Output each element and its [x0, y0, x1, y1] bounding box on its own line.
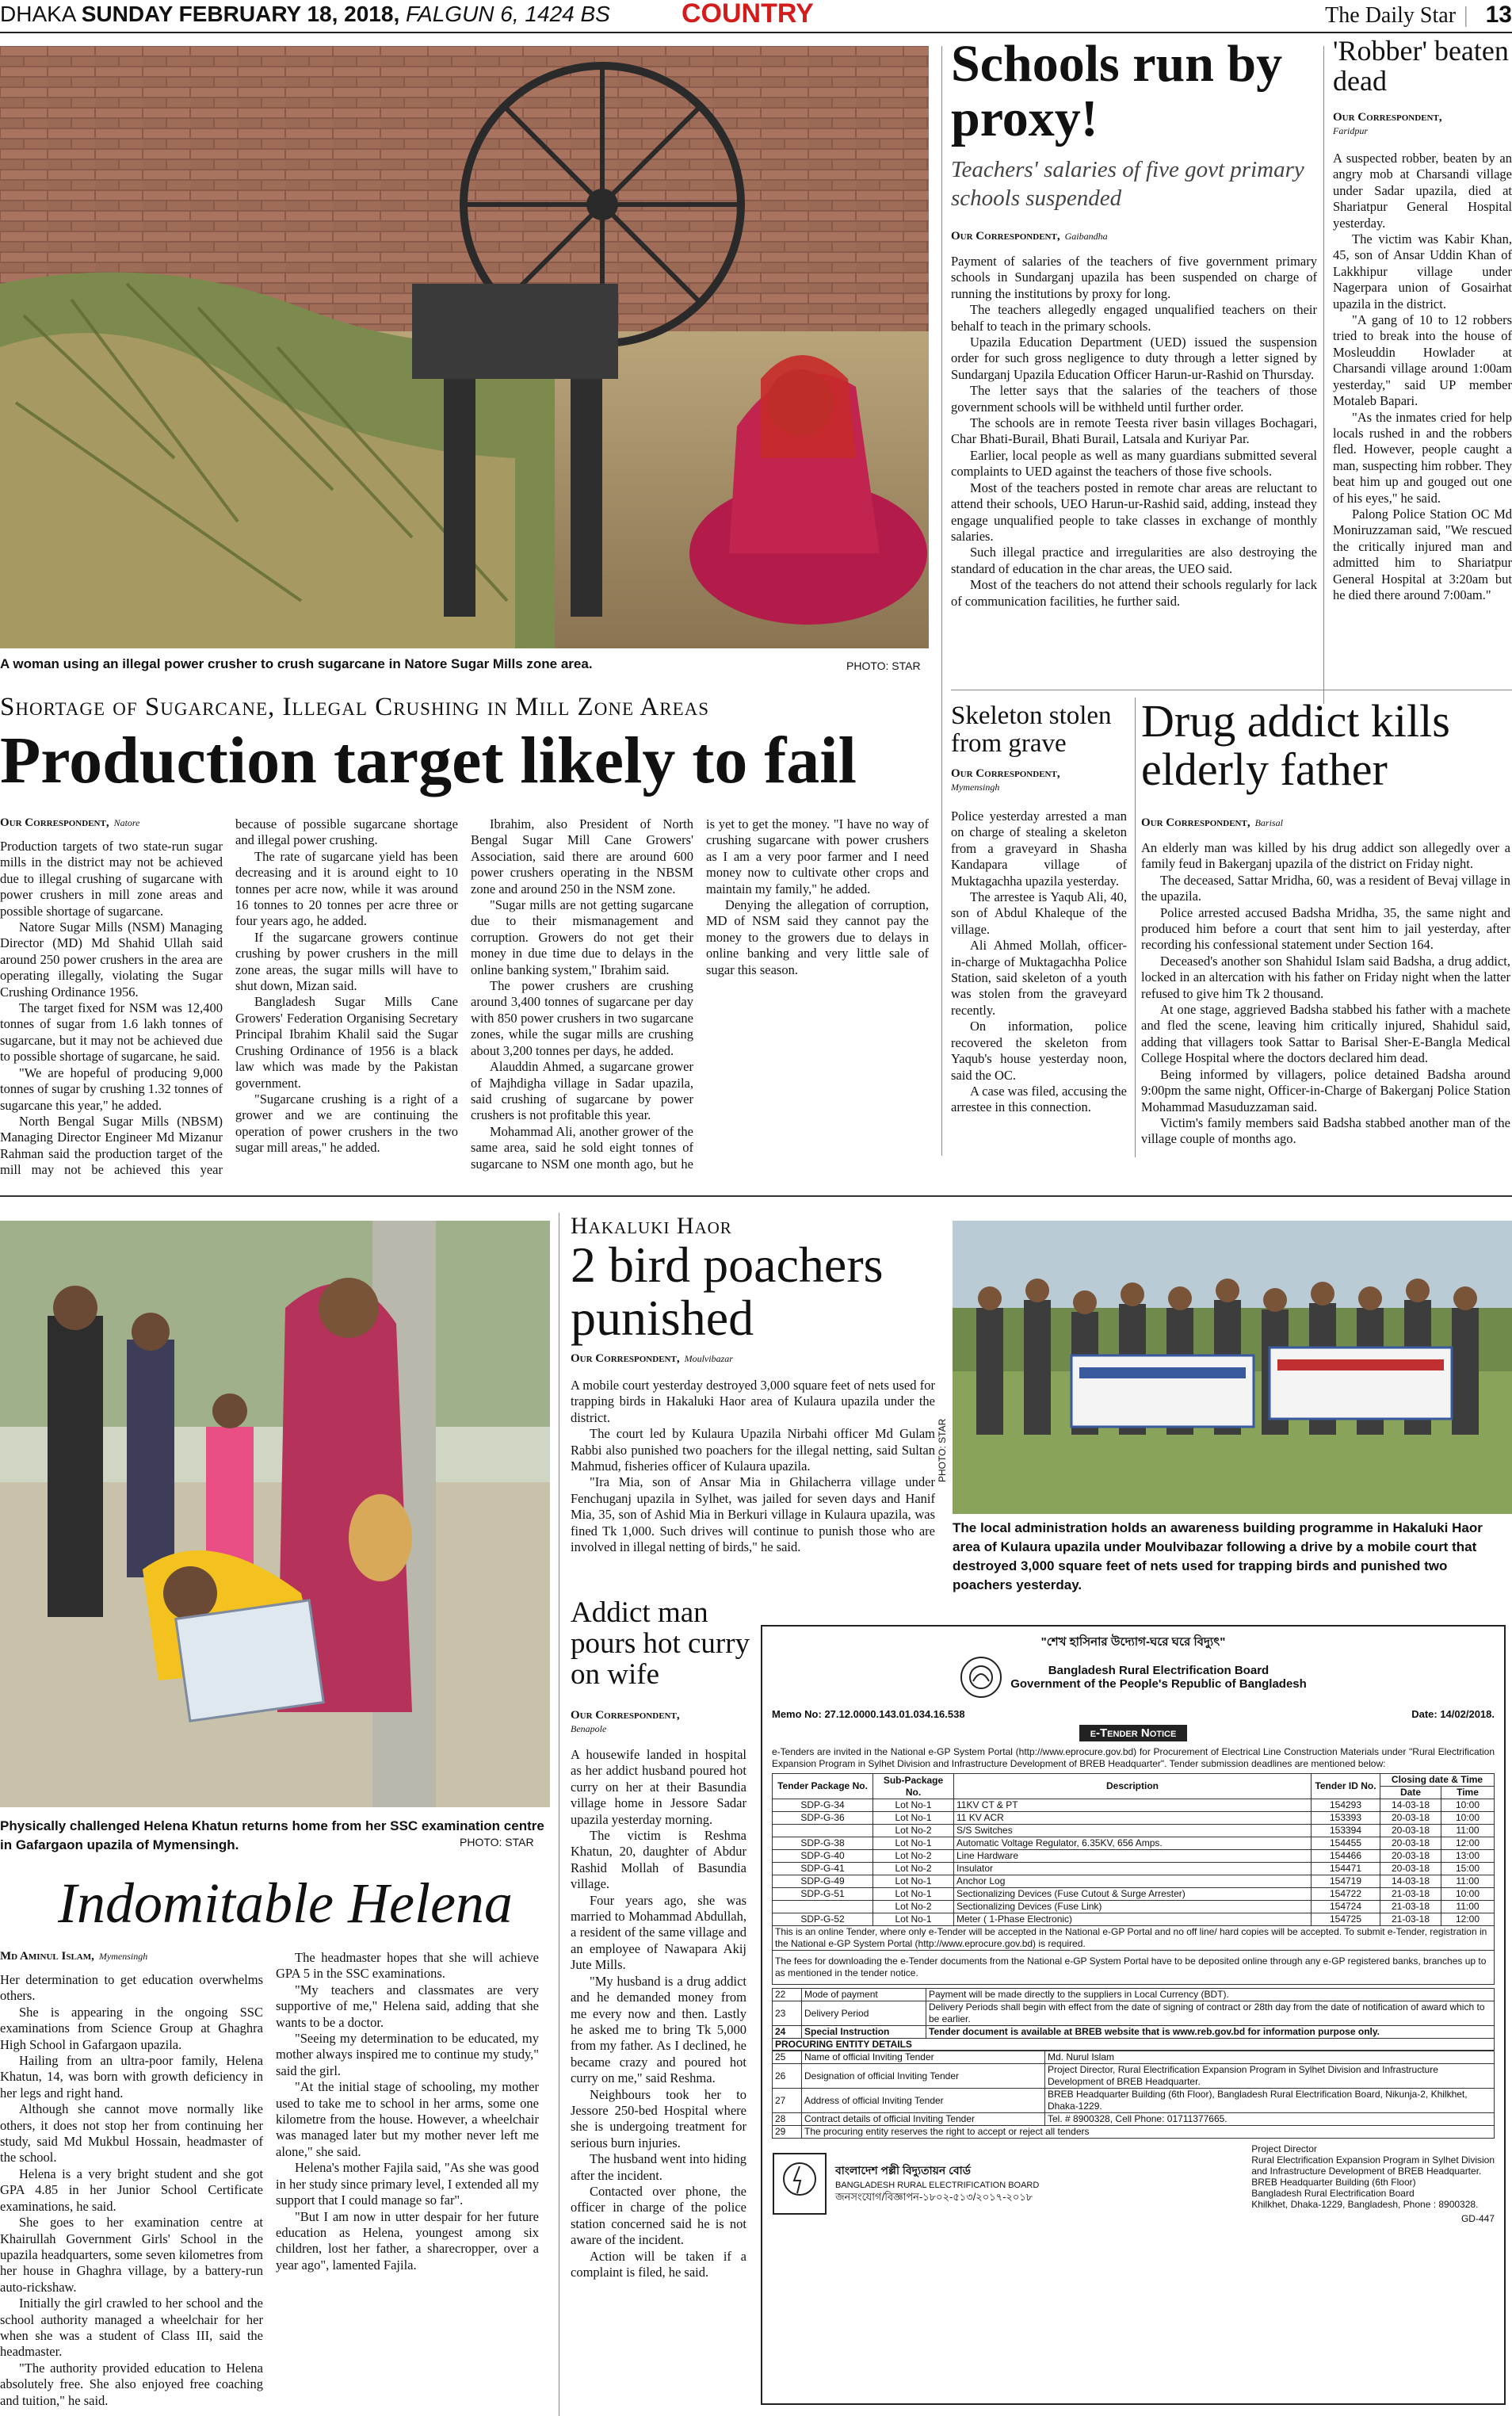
dateline: DHAKA SUNDAY FEBRUARY 18, 2018, FALGUN 6, 1424 BS	[0, 2, 610, 26]
helena-body: Her determination to get education overwhelms others. She is appearing in the ongoing SSC examinations from Science Group at Ghaghra High School in Gafargaon upazila. Hailing from an ultra-poor family, Helena Khatun, 14, was born with growth deficiency in her legs and right hand. Although she cannot move normally like others, it does not stop her from continuing her study, said Md Mukbul Hossain, headmaster of the school. Helena is a very bright student and she got GPA 4.85 in her Junior School Certificate examinations, he said. She goes to her examination centre at Khairullah Government Girls' School in the upazila headquarters, some seven kilometres from her house in Ghaghra village, by a battery-run auto-rickshaw. Initially the girl crawled to her school and the school authority managed a wheelchair for her when she was a student of Class III, said the headmaster. "The authority provided education to Helena absolutely free. She also enjoyed free coaching and tuition," he said. The headmaster hopes that she will achieve GPA 5 in the SSC examinations. "My teachers and classmates are very supportive of me," Helena said, adding that she wants to be a doctor. "Seeing my determination to be educated, my mother always inspired me to continue my study," said the girl. "At the initial stage of schooling, my mother used to take me to school in her arms, some one kilometre from the house. However, a wheelchair was managed later but my mother never left me alone," she said. Helena's mother Fajila said, "As she was good in her study since primary level, I extended all my support that I could manage so far". "But I am now in utter despair for her future education as Helena, youngest among six children, lost her father, a sharecropper, over a year ago", lamented Fajila.	[0, 1950, 539, 2408]
helena-headline: Indomitable Helena	[58, 1871, 513, 1935]
sugar-body: Production targets of two state-run sugar mills in the district may not be achieved due to illegal crushing of sugarcane with power crushers in mill zone areas and possible shortage of sugarcane. Natore Sugar Mills (NSM) Managing Director (MD) Md Shahid Ullah said around 250 power crushers in the area are operating illegally, violating the Sugar Crushing Ordinance 1956. The target fixed for NSM was 12,400 tonnes of sugar from 1.6 lakh tonnes of sugarcane, but it may not be achieved due to possible shortage of sugarcane, he said. "We are hopeful of producing 9,000 tonnes of sugar by crushing 1.32 tonnes of sugarcane this year," he added. North Bengal Sugar Mills (NBSM) Managing Director Engineer Md Mizanur Rahman said the production target of the mill may not be achieved this year because of possible sugarcane shortage and illegal power crushing. The rate of sugarcane yield has been decreasing and it is around eight to 10 tonnes per acre now, while it was around 16 tonnes to 20 tonnes per acre three or four years ago, he added. If the sugarcane growers continue crushing by power crushers in the mill zone areas, the sugar mills will have to shut down, Mizan said. Bangladesh Sugar Mills Cane Growers' Federation Organising Secretary Principal Ibrahim Khalil said the Sugar Crushing Ordinance of 1956 is a black law which was made by the Pakistan government. "Sugarcane crushing is a right of a grower and we are continuing the operation of power crushers in the two sugar mill areas," he added. Ibrahim, also President of North Bengal Sugar Mill Cane Growers' Association, said there are around 600 power crushers operating in the NBSM zone and around 250 in the NSM zone. "Sugar mills are not getting sugarcane due to their mismanagement and corruption. Growers do not get their money in due time due to delays in the online banking system," Ibrahim said. The power crushers are crushing around 3,400 tonnes of sugarcane per day with 850 power crushers in two sugarcane zones, while the sugar mills are crushing about 3,200 tonnes per days, he added. Alauddin Ahmed, a sugarcane grower of Majhdigha village in Sadar upazila, said crushing of sugarcane by power crushers is not profitable this year. Mohammad Ali, another grower of the same area, said he sold eight tonnes of sugarcane to NSM one month ago, but he is yet to get the money. "I have no way of crushing sugarcane with power crushers as I am a very poor farmer and I need money now to cultivate other crops and maintain my family," he added. Denying the allegation of corruption, MD of NSM said they cannot pay the money to the growers due to delays in online banking and very little sale of sugar this season.	[0, 816, 929, 1178]
table-cell: Delivery Periods shall begin with effect from the date of signing of contract or 28th day from the date of notification of award which to be earlier.	[926, 2001, 1495, 2026]
tender-memo-row	[772, 1708, 1495, 1720]
column-header: Sub-Package No.	[873, 1774, 954, 1799]
column-header: Closing date & Time	[1380, 1774, 1495, 1787]
birds-headline: 2 bird poachers punished	[571, 1237, 884, 1347]
section-title: COUNTRY	[682, 0, 814, 29]
table-row	[773, 1825, 1495, 1837]
sugarcane-photo-credit: PHOTO: STAR	[846, 659, 921, 672]
table-row	[773, 1837, 1495, 1850]
table-cell: 11 KV ACR	[954, 1812, 1312, 1825]
tender-table	[772, 1773, 1495, 1926]
table-cell	[773, 1825, 873, 1837]
sugar-kicker: Shortage of Sugarcane, Illegal Crushing in Mill Zone Areas	[0, 693, 710, 721]
table-cell: 154455	[1312, 1837, 1380, 1850]
sugarcane-photo	[0, 46, 929, 648]
table-cell: 12:00	[1441, 1913, 1495, 1926]
table-cell: 153393	[1312, 1812, 1380, 1825]
table-cell: 25	[773, 2051, 802, 2064]
page-number: 13	[1485, 2, 1512, 28]
tender-footer	[772, 2143, 1495, 2224]
tender-intro: e-Tenders are invited in the National e-GP System Portal (http://www.eprocure.gov.bd) for Procurement of Electrical Line Construction Materials under "Rural Electrification Expansion Program in Sylhet Division and Infrastructure Development of BREB Headquarter". Tender submission deadlines are mentioned below:	[772, 1746, 1495, 1769]
addict-byline: Our Correspondent, Benapole	[571, 1709, 680, 1734]
robber-byline: Our Correspondent, Faridpur	[1333, 111, 1442, 136]
tender-note1: This is an online Tender, where only e-Tender will be accepted in the National e-GP Portal and no off line/ hard copies will be accepted. To submit e-Tender, registration in the National e-GP System Portal (http://www.eprocure.gov.bd) is required.	[772, 1926, 1495, 1951]
tender-govt: Government of the People's Republic of Bangladesh	[1010, 1677, 1307, 1691]
byline-spacer	[0, 1950, 263, 1972]
tender-date: Date: 14/02/2018.	[1411, 1708, 1495, 1720]
table-cell: SDP-G-52	[773, 1913, 873, 1926]
tender-gd-code: GD-447	[1460, 2213, 1495, 2224]
table-row	[773, 2126, 1495, 2139]
sugarcane-photo-image	[0, 46, 929, 648]
addict-body: A housewife landed in hospital as her addict husband poured hot curry on her at their Basundia village home in Jessore Sadar upazila yesterday morning. The victim is Reshma Khatun, 20, daughter of Abdur Rashid Mollah of Basundia village. Four years ago, she was married to Mohammad Abdullah, a resident of the same village and an employee of Nawapara Akij Jute Mills. "My husband is a drug addict and he demanded money from me every now and then. Lastly he asked me to bring Tk 5,000 from my father. As I declined, he became crazy and poured hot curry on me," said Reshma. Neighbours took her to Jessore 250-bed Hospital where she is undergoing treatment for serious burn injuries. The husband went into hiding after the incident. Contacted over phone, the officer in charge of the police station concerned said he is not aware of the incident. Action will be taken if a complaint is filed, he said.	[571, 1747, 746, 2280]
birds-photo-image	[953, 1221, 1512, 1514]
schools-body: Payment of salaries of the teachers of five government primary schools in Sundarganj upazila has been suspended on charge of running the institutions by proxy for long. The teachers allegedly engaged unqualified teachers on their behalf to teach in the primary schools. Upazila Education Department (UED) issued the suspension order for such gross negligence to duty through a letter signed by Sundarganj Upazila Education Officer Harun-ur-Rashid on Thursday. The letter says that the salaries of the teachers of those government schools will be withheld until further order. The schools are in remote Teesta river basin villages Bochagari, Char Bhati-Burail, Bhati Burail, Latsala and Kuriyar Par. Earlier, local people as well as many guardians submitted several complaints to UED against the teachers of those five schools. Most of the teachers posted in remote char areas are reluctant to attend their schools, UEO Harun-ur-Rashid said, adding, instead they engage unqualified people to take classes in exchange of monthly salaries. Such illegal practice and irregularities are also destroying the standard of education in the char areas, the UEO said. Most of the teachers do not attend their schools regularly for lack of communication facilities, he further said.	[951, 254, 1317, 609]
table-cell: Mode of payment	[802, 1989, 926, 2001]
government-seal-icon	[960, 1656, 1002, 1699]
tender-header	[772, 1656, 1495, 1699]
table-row	[773, 1850, 1495, 1863]
table-cell: 153394	[1312, 1825, 1380, 1837]
table-cell: 11:00	[1441, 1901, 1495, 1913]
tender-title-wrap	[772, 1726, 1495, 1740]
table-cell: Md. Nurul Islam	[1045, 2051, 1495, 2064]
table-cell: 14-03-18	[1380, 1799, 1441, 1812]
table-cell: Insulator	[954, 1863, 1312, 1875]
tender-footer-left	[772, 2143, 1039, 2224]
tender-items-table	[772, 1988, 1495, 2039]
table-cell: 154724	[1312, 1901, 1380, 1913]
table-row	[773, 1888, 1495, 1901]
tender-note2: The fees for downloading the e-Tender documents from the National e-GP System Portal have to be deposited online through any e-GP registered banks, branches up to as mentioned in the tender notice.	[772, 1951, 1495, 1985]
tender-memo: Memo No: 27.12.0000.143.01.034.16.538	[772, 1708, 965, 1720]
table-cell: 154471	[1312, 1863, 1380, 1875]
schools-headline: Schools run by proxy!	[951, 35, 1283, 148]
table-cell: SDP-G-34	[773, 1799, 873, 1812]
byline-spacer	[0, 816, 223, 839]
table-row	[773, 2113, 1495, 2126]
birds-photo	[953, 1221, 1512, 1514]
table-row	[773, 1863, 1495, 1875]
table-cell: Lot No-2	[873, 1825, 954, 1837]
table-cell: S/S Switches	[954, 1825, 1312, 1837]
table-row	[773, 2051, 1495, 2064]
table-row	[773, 1901, 1495, 1913]
skeleton-headline: Skeleton stolen from grave	[951, 701, 1112, 758]
table-cell: 11:00	[1441, 1875, 1495, 1888]
table-row	[773, 1913, 1495, 1926]
table-cell: SDP-G-49	[773, 1875, 873, 1888]
table-cell	[773, 1901, 873, 1913]
birds-kicker: Hakaluki Haor	[571, 1213, 732, 1239]
paper-name: The Daily Star | 13	[1325, 2, 1512, 28]
table-cell: Lot No-2	[873, 1863, 954, 1875]
sugar-byline: Our Correspondent, Natore	[0, 816, 140, 829]
table-cell: 22	[773, 1989, 802, 2001]
table-cell: 28	[773, 2113, 802, 2126]
table-cell: Automatic Voltage Regulator, 6.35KV, 656 Amps.	[954, 1837, 1312, 1850]
table-cell: Lot No-1	[873, 1799, 954, 1812]
tender-proc	[773, 2051, 1495, 2139]
table-cell: SDP-G-40	[773, 1850, 873, 1863]
schools-dek: Teachers' salaries of five govt primary schools suspended	[951, 157, 1304, 211]
table-cell: Payment will be made directly to the suppliers in Local Currency (BDT).	[926, 1989, 1495, 2001]
tender-footer-en: BANGLADESH RURAL ELECTRIFICATION BOARD	[835, 2180, 1040, 2190]
table-row	[773, 2026, 1495, 2039]
table-cell: 26	[773, 2064, 802, 2089]
table-cell: 154725	[1312, 1913, 1380, 1926]
table-cell: Anchor Log	[954, 1875, 1312, 1888]
tender-board: Bangladesh Rural Electrification Board	[1048, 1664, 1270, 1677]
drug-headline: Drug addict kills elderly father	[1141, 695, 1450, 795]
addict-headline: Addict man pours hot curry on wife	[571, 1596, 750, 1691]
table-cell: Delivery Period	[802, 2001, 926, 2026]
helena-photo-caption: Physically challenged Helena Khatun returns home from her SSC examination centre in Gafargaon upazila of Mymensingh.	[0, 1818, 544, 1852]
table-cell: 20-03-18	[1380, 1863, 1441, 1875]
table-cell: The procuring entity reserves the right to accept or reject all tenders	[802, 2126, 1495, 2139]
table-cell: Lot No-1	[873, 1812, 954, 1825]
table-cell: Lot No-1	[873, 1913, 954, 1926]
table-cell: Lot No-1	[873, 1837, 954, 1850]
column-rule	[1135, 698, 1136, 1157]
table-cell: Lot No-1	[873, 1875, 954, 1888]
table-cell: 154722	[1312, 1888, 1380, 1901]
table-cell: Tel. # 8900328, Cell Phone: 01711377665.	[1045, 2113, 1495, 2126]
table-row	[773, 1989, 1495, 2001]
page-divider	[0, 1195, 1512, 1197]
table-row	[773, 2089, 1495, 2113]
table-cell: 20-03-18	[1380, 1812, 1441, 1825]
table-cell: 11KV CT & PT	[954, 1799, 1312, 1812]
table-row	[773, 2064, 1495, 2089]
table-cell: 20-03-18	[1380, 1825, 1441, 1837]
table-cell: Sectionalizing Devices (Fuse Cutout & Surge Arrester)	[954, 1888, 1312, 1901]
table-cell: 21-03-18	[1380, 1901, 1441, 1913]
column-rule	[941, 46, 942, 1156]
drug-body: An elderly man was killed by his drug addict son allegedly over a family feud in Bakerganj upazila of the district on Friday night. The deceased, Sattar Mridha, 60, was a resident of Bevaj village in the upazila. Police arrested accused Badsha Mridha, 35, the same night and produced him before a court that sent him to jail yesterday, after recording his confessional statement under Section 164. Deceased's another son Shahidul Islam said Badsha, a drug addict, locked in an altercation with his father on Friday night when the latter refused to give him Tk 2 thousand. At one stage, aggrieved Badsha stabbed his father with a machete and fled the scene, leaving him critically injured, Shahidul said, adding that villagers took Sattar to Barisal Sher-E-Bangla Medical College Hospital where the doctors declared him dead. Being informed by villagers, police detained Badsha around 9:00pm the same night, Officer-in-Charge of Bakerganj Police Station Mohammad Masuduzzaman said. Victim's family members said Badsha stabbed another man of the village couple of months ago.	[1141, 840, 1510, 1147]
column-header: Time	[1441, 1787, 1495, 1799]
sugar-headline: Production target likely to fail	[0, 724, 857, 797]
column-header: Description	[954, 1774, 1312, 1799]
table-row	[773, 2001, 1495, 2026]
table-header-row	[773, 1774, 1495, 1787]
table-cell: 10:00	[1441, 1812, 1495, 1825]
table-cell: Tender document is available at BREB website that is www.reb.gov.bd for information purpose only.	[926, 2026, 1495, 2039]
helena-byline: Md Aminul Islam, Mymensingh	[0, 1950, 148, 1963]
table-cell: 20-03-18	[1380, 1850, 1441, 1863]
table-cell: 154466	[1312, 1850, 1380, 1863]
birds-photo-credit: PHOTO: STAR	[937, 1418, 948, 1482]
table-cell: 12:00	[1441, 1837, 1495, 1850]
sugarcane-photo-caption: A woman using an illegal power crusher to crush sugarcane in Natore Sugar Mills zone area.	[0, 656, 593, 671]
table-cell: 29	[773, 2126, 802, 2139]
table-cell: BREB Headquarter Building (6th Floor), Bangladesh Rural Electrification Board, Nikunja-2, Khilkhet, Dhaka-1229.	[1045, 2089, 1495, 2113]
table-cell: Address of official Inviting Tender	[802, 2089, 1045, 2113]
tender-title: e-Tender Notice	[1079, 1725, 1188, 1741]
tender-footer-bn1: বাংলাদেশ পল্লী বিদ্যুতায়ন বোর্ড	[835, 2163, 971, 2177]
helena-photo-credit: PHOTO: STAR	[460, 1836, 534, 1848]
masthead	[0, 0, 1512, 33]
tender-items	[773, 1989, 1495, 2039]
table-cell: 23	[773, 2001, 802, 2026]
table-cell: SDP-G-38	[773, 1837, 873, 1850]
birds-body: A mobile court yesterday destroyed 3,000 square feet of nets used for trapping birds in Hakaluki Haor area of Kulaura upazila under the district. The court led by Kulaura Upazila Nirbahi officer Md Gulam Rabbi also punished two poachers for the illegal netting, said Sultan Mahmud, fisheries officer of Kulaura upazila. "Ira Mia, son of Ansar Mia in Ghilacherra village under Fenchuganj upazila in Sylhet, was jailed for seven days and Hanif Mia, 35, son of Ashid Mia in Berkuri village in Kulaura upazila, was fined Tk 1,000. Such drives will continue to punish those who are involved in illegal netting of birds," he said.	[571, 1378, 935, 1555]
table-cell: SDP-G-41	[773, 1863, 873, 1875]
table-cell: 13:00	[1441, 1850, 1495, 1863]
table-cell: SDP-G-51	[773, 1888, 873, 1901]
table-cell: Special Instruction	[802, 2026, 926, 2039]
column-header: Date	[1380, 1787, 1441, 1799]
column-header: Tender ID No.	[1312, 1774, 1380, 1799]
tender-rows	[773, 1799, 1495, 1926]
table-cell: 11:00	[1441, 1825, 1495, 1837]
table-cell: Contract details of official Inviting Tender	[802, 2113, 1045, 2126]
table-cell: Lot No-1	[873, 1888, 954, 1901]
table-cell: 24	[773, 2026, 802, 2039]
birds-photo-caption: The local administration holds an awareness building programme in Hakaluki Haor area of Kulaura upazila under Moulvibazar following a drive by a mobile court that destroyed 3,000 square feet of nets used for trapping birds and punished two poachers yesterday.	[953, 1520, 1483, 1592]
helena-photo	[0, 1221, 550, 1807]
table-cell: Project Director, Rural Electrification Expansion Program in Sylhet Division and Infrastructure Development of BREB Headquarter.	[1045, 2064, 1495, 2089]
table-row	[773, 1799, 1495, 1812]
tender-proc-table	[772, 2051, 1495, 2139]
table-cell: 14-03-18	[1380, 1875, 1441, 1888]
robber-body: A suspected robber, beaten by an angry mob at Charsandi village under Sadar upazila, died at Shariatpur General Hospital yesterday. The victim was Kabir Khan, 45, son of Ansar Uddin Khan of Lakkhipur village under Nagerpara union of Gosairhat upazila in the district. "A gang of 10 to 12 robbers tried to break into the house of Mosleuddin Howlader at Charsandi village around 1:00am yesterday," said UP member Motaleb Bapari. "As the inmates cried for help locals rushed in and the robbers fled. However, people caught a man, suspecting him robber. They beat him up and gouged out one of his eyes," he said. Palong Police Station OC Md Moniruzzaman said, "We rescued the critically injured man and admitted him to Shariatpur General Hospital at 3:20am but he died there around 7:00am."	[1333, 151, 1512, 602]
table-cell: 20-03-18	[1380, 1837, 1441, 1850]
breb-logo-icon	[772, 2152, 827, 2215]
skeleton-byline: Our Correspondent, Mymensingh	[951, 767, 1060, 793]
skeleton-body: Police yesterday arrested a man on charge of stealing a skeleton from a graveyard in Shasha Kandapara village of Muktagachha upazila yesterday. The arrestee is Yaqub Ali, 40, son of Abdul Khaleque of the village. Ali Ahmed Mollah, officer-in-charge of Muktagachha Police Station, said skeleton of a youth was stolen from the graveyard recently. On information, police recovered the skeleton from Yaqub's house yesterday noon, said the OC. A case was filed, accusing the arrestee in this connection.	[951, 809, 1127, 1115]
table-cell: SDP-G-36	[773, 1812, 873, 1825]
tender-notice	[761, 1625, 1506, 2405]
table-cell: 154293	[1312, 1799, 1380, 1812]
table-cell: Sectionalizing Devices (Fuse Link)	[954, 1901, 1312, 1913]
column-rule	[1323, 46, 1324, 704]
table-cell: 154719	[1312, 1875, 1380, 1888]
column-header: Tender Package No.	[773, 1774, 873, 1799]
table-row	[773, 1875, 1495, 1888]
robber-headline: 'Robber' beaten dead	[1333, 35, 1509, 97]
drug-byline: Our Correspondent, Barisal	[1141, 816, 1283, 829]
helena-photo-image	[0, 1221, 550, 1807]
birds-byline: Our Correspondent, Moulvibazar	[571, 1352, 733, 1365]
table-cell: 27	[773, 2089, 802, 2113]
tender-signature: Project Director Rural Electrification Expansion Program in Sylhet Division and Infrastructure Development of BREB Headquarter. BREB Headquarter Building (6th Floor) Bangladesh Rural Electrification Board Khilkhet, Dhaka-1229, Bangladesh, Phone : 8900328. GD-447	[1251, 2143, 1495, 2224]
table-cell: Name of official Inviting Tender	[802, 2051, 1045, 2064]
table-cell: 10:00	[1441, 1799, 1495, 1812]
tender-slogan: "শেখ হাসিনার উদ্যোগ-ঘরে ঘরে বিদ্যুৎ"	[1040, 1635, 1226, 1649]
table-cell: Lot No-2	[873, 1901, 954, 1913]
schools-byline: Our Correspondent, Gaibandha	[951, 230, 1108, 243]
table-cell: 10:00	[1441, 1888, 1495, 1901]
table-cell: Lot No-2	[873, 1850, 954, 1863]
tender-proc-title: PROCURING ENTITY DETAILS	[772, 2039, 1495, 2051]
table-cell: 15:00	[1441, 1863, 1495, 1875]
table-cell: 21-03-18	[1380, 1888, 1441, 1901]
table-cell: 21-03-18	[1380, 1913, 1441, 1926]
table-cell: Meter ( 1-Phase Electronic)	[954, 1913, 1312, 1926]
table-row	[773, 1812, 1495, 1825]
table-cell: Line Hardware	[954, 1850, 1312, 1863]
tender-footer-bn2: জনসংযোগ/বিজ্ঞাপন-১৮০২-৫১৩/২০১৭-২০১৮	[835, 2190, 1033, 2203]
table-cell: Designation of official Inviting Tender	[802, 2064, 1045, 2089]
